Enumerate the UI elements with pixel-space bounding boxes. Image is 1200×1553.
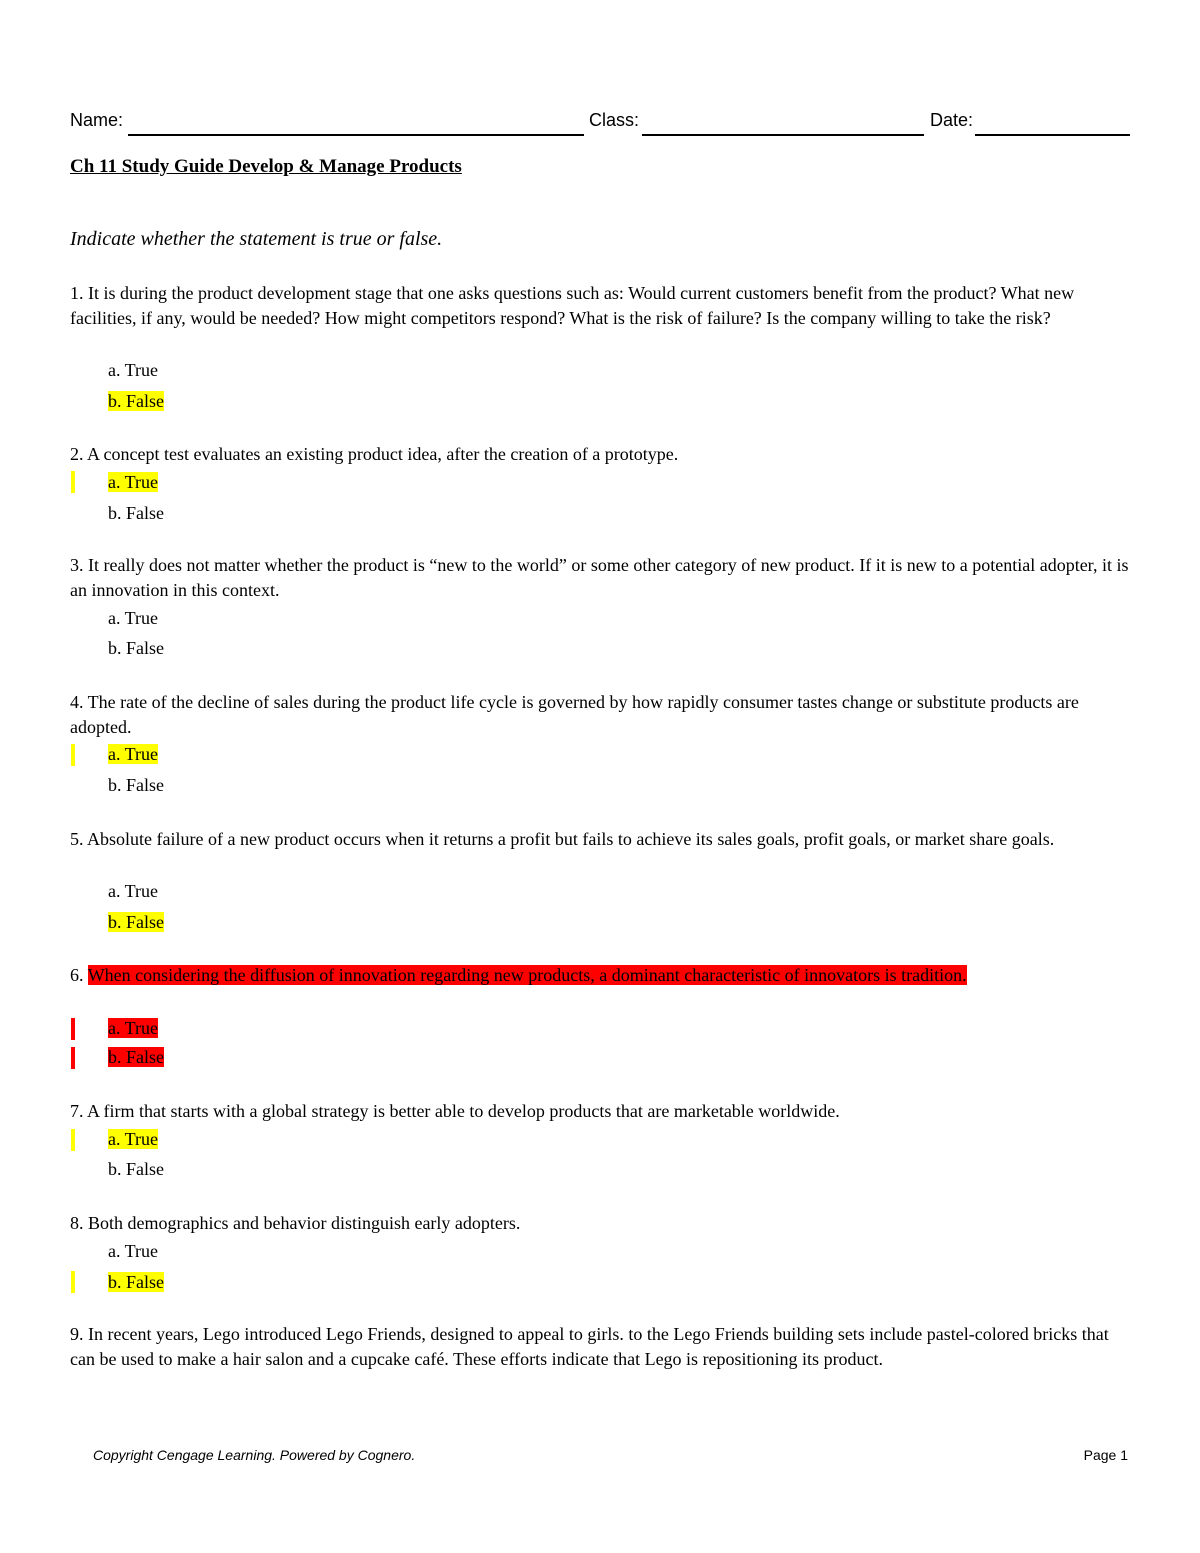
option-true[interactable]: a. True	[108, 881, 159, 901]
question-stem: 1. It is during the product development stage that one asks questions such as: Would current customers benefit from the product? What new facilities, if any, would be needed? How might competitors respond? What is the risk of failure? Is the company willing to take the risk?	[70, 283, 1075, 328]
option-false[interactable]: b. False	[108, 775, 164, 795]
date-field-line[interactable]	[975, 134, 1130, 136]
answer-highlight: a. True	[108, 1129, 159, 1149]
footer-copyright: Copyright Cengage Learning. Powered by Cognero.	[93, 1447, 416, 1463]
error-highlight: a. True	[108, 1018, 159, 1038]
option-true[interactable]	[108, 1016, 158, 1041]
question-stem: 7. A firm that starts with a global strategy is better able to develop products that are marketable worldwide.	[70, 1101, 840, 1121]
footer-page-number: Page 1	[1083, 1447, 1128, 1463]
option-false[interactable]	[108, 1045, 164, 1070]
error-highlight: b. False	[108, 1047, 164, 1067]
answer-marker	[71, 1129, 75, 1151]
question-stem: 9. In recent years, Lego introduced Lego Friends, designed to appeal to girls. to the Lego Friends building sets include pastel-colored bricks that can be used to make a hair salon and a cupcake café. These efforts indicate that Lego is repositioning its product.	[70, 1324, 1109, 1369]
answer-marker	[71, 1271, 75, 1293]
class-field-line[interactable]	[642, 134, 924, 136]
answer-marker	[71, 471, 75, 493]
question-stem: 8. Both demographics and behavior distinguish early adopters.	[70, 1213, 521, 1233]
question-stem: 2. A concept test evaluates an existing product idea, after the creation of a prototype.	[70, 444, 679, 464]
answer-marker	[71, 744, 75, 766]
date-label: Date:	[930, 110, 974, 130]
question-stem: 3. It really does not matter whether the product is “new to the world” or some other category of new product. If it is new to a potential adopter, it is an innovation in this context.	[70, 555, 1129, 600]
instructions: Indicate whether the statement is true or false.	[70, 228, 443, 250]
option-true[interactable]: a. True	[108, 1241, 159, 1261]
option-true[interactable]: a. True	[108, 360, 159, 380]
question-stem: 4. The rate of the decline of sales during the product life cycle is governed by how rapidly consumer tastes change or substitute products are adopted.	[70, 692, 1079, 737]
answer-highlight: b. False	[108, 1272, 164, 1292]
page-title: Ch 11 Study Guide Develop & Manage Products	[70, 156, 462, 177]
error-highlight: When considering the diffusion of innovation regarding new products, a dominant characteristic of innovators is tradition.	[87, 965, 967, 985]
option-true[interactable]	[108, 470, 158, 495]
option-false[interactable]: b. False	[108, 503, 164, 523]
question-number: 6.	[70, 965, 88, 985]
answer-highlight: a. True	[108, 472, 159, 492]
question-stem: 5. Absolute failure of a new product occurs when it returns a profit but fails to achieve its sales goals, profit goals, or market share goals.	[70, 829, 1055, 849]
name-label: Name:	[70, 110, 124, 130]
answer-highlight: a. True	[108, 744, 159, 764]
option-false[interactable]	[108, 389, 164, 414]
option-true[interactable]: a. True	[108, 608, 159, 628]
question-stem	[70, 963, 1132, 988]
error-marker	[71, 1047, 75, 1069]
error-marker	[71, 1018, 75, 1040]
answer-highlight: b. False	[108, 391, 164, 411]
option-true[interactable]	[108, 1127, 158, 1152]
student-info-header	[70, 110, 1130, 140]
option-false[interactable]	[108, 1270, 164, 1295]
answer-highlight: b. False	[108, 912, 164, 932]
option-false[interactable]: b. False	[108, 1159, 164, 1179]
option-false[interactable]	[108, 910, 164, 935]
name-field-line[interactable]	[128, 134, 584, 136]
class-label: Class:	[589, 110, 640, 130]
option-true[interactable]	[108, 742, 158, 767]
option-false[interactable]: b. False	[108, 638, 164, 658]
